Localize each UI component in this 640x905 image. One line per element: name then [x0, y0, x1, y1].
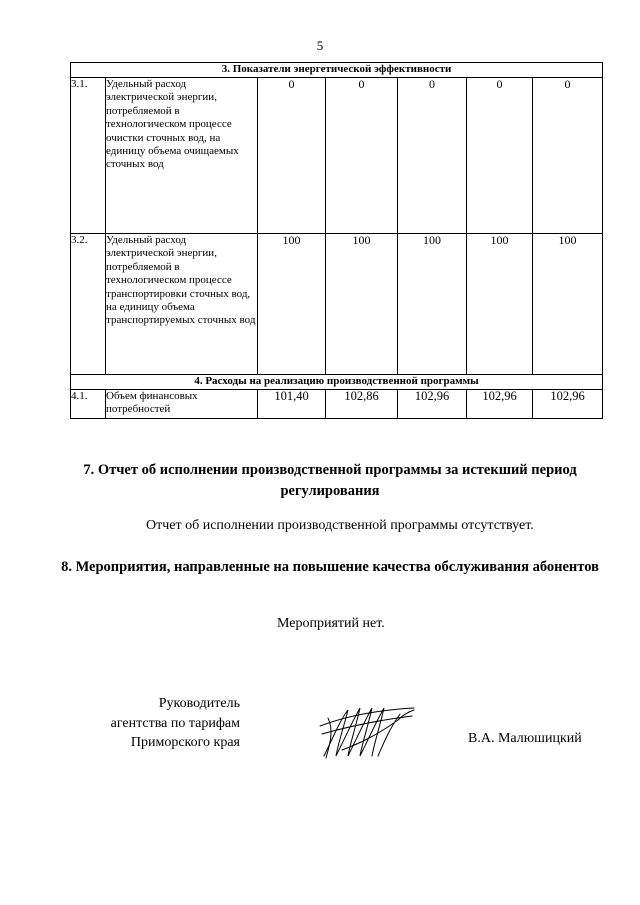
- row-value: 0: [326, 78, 398, 234]
- section-4-title: 4. Расходы на реализацию производственной программы: [71, 375, 603, 390]
- signatory-role: [60, 694, 240, 753]
- role-line: Руководитель: [158, 696, 240, 711]
- row-value: 0: [533, 78, 603, 234]
- row-value: 100: [258, 234, 326, 375]
- role-line: агентства по тарифам: [110, 715, 240, 731]
- page-number: 5: [316, 38, 324, 53]
- row-value: 100: [533, 234, 603, 375]
- row-description: Удельный расход электрической энергии, потребляемой в технологическом процессе транспортировки сточных вод, на единицу объема транспортируемых сточных вод: [106, 234, 258, 375]
- row-value: 102,86: [326, 390, 398, 419]
- section-7-heading: 7. Отчет об исполнении производственной программы за истекший период регулирования: [83, 462, 577, 499]
- row-value: 100: [467, 234, 533, 375]
- row-value: 102,96: [398, 390, 467, 419]
- signatory-name: В.А. Малюшицкий: [468, 731, 582, 746]
- table-row: [71, 78, 603, 234]
- row-value: 102,96: [467, 390, 533, 419]
- row-value: 102,96: [533, 390, 603, 419]
- role-line: Приморского края: [130, 735, 240, 750]
- row-value: 101,40: [258, 390, 326, 419]
- section-3-title: 3. Показатели энергетической эффективности: [71, 63, 603, 78]
- row-description: Удельный расход электрической энергии, потребляемой в технологическом процессе очистки сточных вод, на единицу объема очищаемых сточных вод: [106, 78, 258, 234]
- section-8-text: Мероприятий нет.: [277, 616, 385, 631]
- table-row: [71, 390, 603, 419]
- handwritten-signature: [318, 700, 418, 762]
- row-number: 4.1.: [71, 390, 106, 419]
- row-value: 0: [258, 78, 326, 234]
- row-description: Объем финансовых потребностей: [106, 390, 258, 419]
- table-row: [71, 234, 603, 375]
- row-value: 100: [326, 234, 398, 375]
- row-value: 0: [398, 78, 467, 234]
- section-4-header-row: [71, 375, 603, 390]
- section-7-text: Отчет об исполнении производственной программы отсутствует.: [146, 518, 534, 533]
- row-value: 0: [467, 78, 533, 234]
- section-8-heading: 8. Мероприятия, направленные на повышение качества обслуживания абонентов: [61, 559, 599, 575]
- section-3-header-row: [71, 63, 603, 78]
- indicators-table: [70, 62, 603, 419]
- row-value: 100: [398, 234, 467, 375]
- row-number: 3.2.: [71, 234, 106, 375]
- row-number: 3.1.: [71, 78, 106, 234]
